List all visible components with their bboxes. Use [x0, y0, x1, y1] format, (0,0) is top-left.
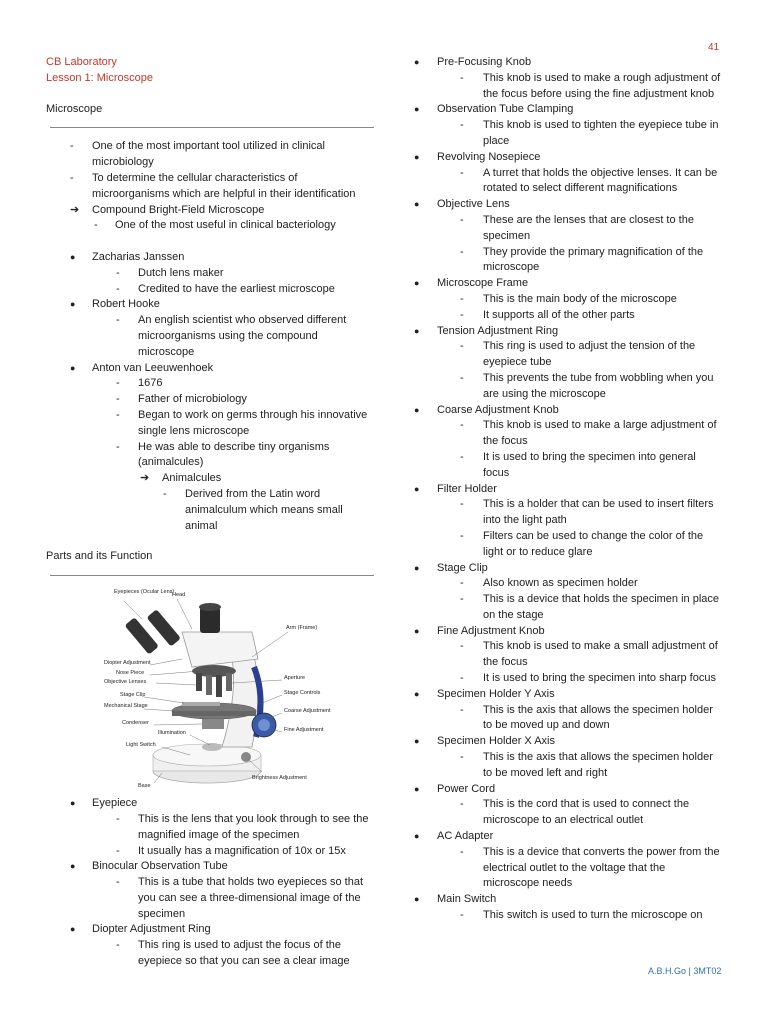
list-item: - Filters can be used to change the color of the light or to reduce glare	[460, 529, 704, 558]
label-objective: Objective Lenses	[104, 679, 147, 686]
part-item: ● Tension Adjustment Ring	[414, 324, 559, 337]
part-item: ● Microscope Frame	[414, 277, 529, 290]
label-stage-controls: Stage Controls	[284, 690, 321, 697]
list-item: - Credited to have the earliest microscope	[116, 282, 335, 295]
section-title-microscope: Microscope	[46, 102, 103, 115]
label-arm: Arm (Frame)	[286, 625, 318, 632]
list-item: - This knob is used to tighten the eyepiece tube in place	[460, 119, 719, 147]
list-item: - To determine the cellular characteristics of microorganisms which are helpful in their identification	[70, 171, 356, 200]
label-stage-clip: Stage Clip	[120, 692, 146, 699]
list-item: - These are the lenses that are closest to the specimen	[460, 213, 694, 242]
part-item: ● Eyepiece	[70, 797, 138, 810]
parts-list-left	[46, 796, 376, 970]
arm-shape	[222, 649, 258, 747]
list-item: - An english scientist who observed different microorganisms using the compound microscope	[116, 314, 347, 358]
list-item: - This is a holder that can be used to insert filters into the light path	[460, 498, 714, 527]
list-item: - This is the axis that allows the specimen holder to be moved left and right	[460, 751, 713, 779]
label-fine: Fine Adjustment	[284, 727, 324, 734]
part-item: ● Diopter Adjustment Ring	[70, 923, 211, 936]
list-item: - This is the main body of the microscope	[460, 292, 677, 305]
part-item: ● Filter Holder	[414, 482, 497, 495]
person-item: ● Anton van Leeuwenhoek	[70, 361, 214, 374]
list-item: - This ring is used to adjust the focus of the eyepiece so that you can see a clear image	[116, 939, 350, 968]
list-item: - Derived from the Latin word animalculum which means small animal	[163, 487, 343, 532]
section-title-parts: Parts and its Function	[46, 550, 153, 563]
list-item: - It supports all of the other parts	[460, 308, 635, 321]
part-item: ● Specimen Holder Y Axis	[414, 687, 555, 700]
list-item: - One of the most important tool utilized in clinical microbiology	[70, 140, 325, 169]
part-item: ● Stage Clip	[414, 561, 488, 574]
part-item: ● Pre-Focusing Knob	[414, 56, 532, 68]
list-item: - It usually has a magnification of 10x or 15x	[116, 844, 346, 857]
list-item: - He was able to describe tiny organisms (animalcules)	[116, 440, 330, 469]
list-item: - This is the lens that you look through to see the magnified image of the specimen	[116, 812, 369, 841]
page-number: 41	[708, 42, 720, 53]
list-item: - It is used to bring the specimen into sharp focus	[460, 672, 716, 685]
section-divider	[50, 575, 374, 576]
list-item: ➔ Animalcules	[140, 472, 222, 485]
list-item: - This is the cord that is used to connect the microscope to an electrical outlet	[460, 798, 690, 827]
part-item: ● Binocular Observation Tube	[70, 860, 228, 873]
part-item: ● Revolving Nosepiece	[414, 150, 541, 163]
list-item: - This is a device that converts the power from the electrical outlet to the voltage that the microscope needs	[460, 845, 720, 890]
illuminator	[202, 743, 222, 751]
list-item: - This switch is used to turn the microscope on	[460, 909, 703, 922]
list-item: - This ring is used to adjust the tension of the eyepiece tube	[460, 340, 696, 369]
list-item: - It is used to bring the specimen into general focus	[460, 450, 696, 479]
label-aperture: Aperture	[284, 675, 306, 682]
part-item: ● Fine Adjustment Knob	[414, 624, 545, 637]
label-base: Base	[138, 783, 151, 790]
course-title: CB Laboratory	[46, 56, 117, 68]
label-brightness: Brightness Adjustment	[252, 775, 307, 782]
part-item: ● Specimen Holder X Axis	[414, 735, 555, 748]
part-item: ● Power Cord	[414, 782, 496, 795]
label-coarse: Coarse Adjustment	[284, 708, 331, 715]
label-mechanical-stage: Mechanical Stage	[104, 703, 148, 710]
part-item: ● Objective Lens	[414, 198, 510, 211]
label-condenser: Condenser	[122, 720, 149, 727]
list-item: - This prevents the tube from wobbling when you are using the microscope	[460, 371, 714, 400]
list-item: - This is a device that holds the specimen in place on the stage	[460, 593, 720, 621]
label-diopter: Diopter Adjustment	[104, 660, 151, 667]
person-item: ● Zacharias Janssen	[70, 250, 185, 263]
lesson-title: Lesson 1: Microscope	[46, 71, 153, 84]
microscope-diagram	[102, 587, 342, 792]
footer-author: A.B.H.Go | 3MT02	[648, 966, 722, 976]
list-item: - One of the most useful in clinical bacteriology	[94, 219, 336, 232]
list-item: ➔ Compound Bright-Field Microscope	[70, 203, 265, 216]
list-item: - This knob is used to make a large adjustment of the focus	[460, 419, 717, 448]
list-item: - A turret that holds the objective lenses. It can be rotated to select different magnifications	[460, 166, 718, 195]
list-item: - This knob is used to make a rough adjustment of the focus before using the fine adjustment knob	[460, 71, 721, 100]
list-item: - Dutch lens maker	[116, 266, 224, 279]
part-item: ● AC Adapter	[414, 830, 494, 843]
condenser-shape	[202, 719, 224, 729]
list-item: - 1676	[116, 377, 163, 390]
section-divider	[50, 127, 374, 128]
label-head: Head	[172, 592, 186, 599]
list-item: - They provide the primary magnification of the microscope	[460, 245, 704, 274]
part-item: ● Main Switch	[414, 893, 497, 906]
list-item: - This is a tube that holds two eyepieces so that you can see a three-dimensional image of the specimen	[116, 876, 364, 920]
microscope-list	[46, 139, 376, 534]
part-item: ● Coarse Adjustment Knob	[414, 403, 559, 416]
list-item: - This is the axis that allows the specimen holder to be moved up and down	[460, 703, 713, 732]
list-item: - Father of microbiology	[116, 393, 247, 406]
left-column	[46, 55, 376, 970]
list-item: - Began to work on germs through his innovative single lens microscope	[116, 408, 368, 437]
list-item: - Also known as specimen holder	[460, 577, 638, 590]
label-eyepieces: Eyepieces (Ocular Lens)	[114, 589, 175, 596]
list-item: - This knob is used to make a small adjustment of the focus	[460, 640, 718, 669]
label-nosepiece: Nose Piece	[116, 670, 145, 677]
label-light-switch: Light Switch	[126, 742, 156, 749]
parts-list-right	[414, 55, 724, 924]
person-item: ● Robert Hooke	[70, 298, 160, 311]
right-column	[414, 55, 724, 924]
label-illumination: Illumination	[158, 730, 186, 737]
part-item: ● Observation Tube Clamping	[414, 103, 574, 116]
